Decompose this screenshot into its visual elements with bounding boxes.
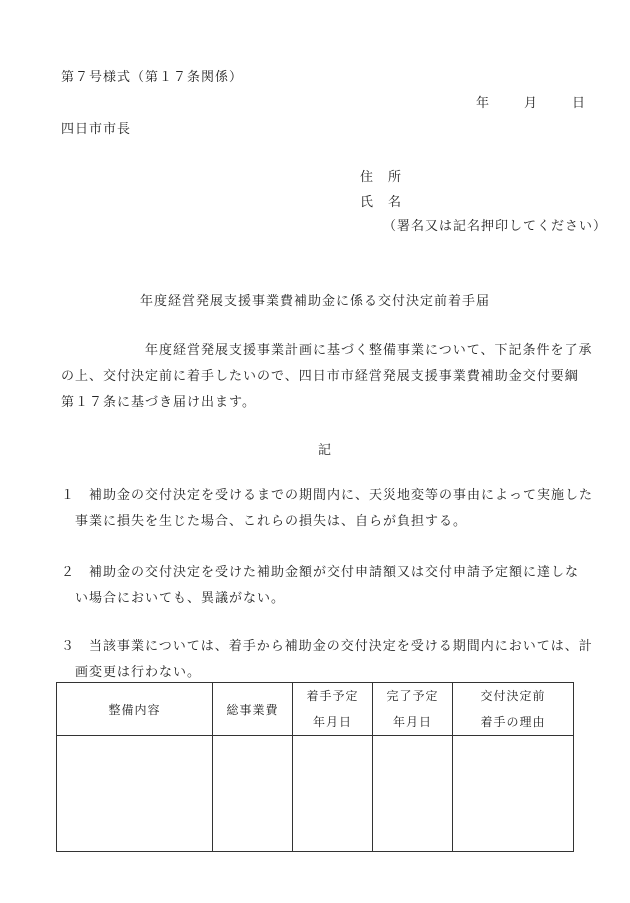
header-cell-total-cost: 総事業費 (213, 683, 293, 736)
form-number: 第７号様式（第１７条関係） (61, 70, 244, 85)
cell-content[interactable] (57, 736, 213, 852)
condition-line: ３ 当該事業については、着手から補助金の交付決定を受ける期間内においては、計 (61, 639, 593, 654)
condition-line: ２ 補助金の交付決定を受けた補助金額が交付申請額又は交付申請予定額に達しな (61, 565, 580, 580)
cell-end-date[interactable] (373, 736, 453, 852)
condition-line: 画変更は行わない。 (61, 665, 202, 680)
date-month: 月 (523, 96, 538, 111)
date-day: 日 (571, 96, 586, 111)
project-table (56, 682, 574, 852)
name-label: 氏 名 (360, 195, 403, 210)
condition-line: い場合においても、異議がない。 (61, 591, 286, 606)
body-line: 第１７条に基づき届け出ます。 (61, 395, 256, 410)
cell-reason[interactable] (453, 736, 574, 852)
table-header-row (57, 683, 574, 736)
address-label: 住 所 (360, 170, 403, 185)
body-paragraph (61, 338, 596, 416)
cell-start-date[interactable] (293, 736, 373, 852)
table-row (57, 736, 574, 852)
document-title: 年度経営発展支援事業費補助金に係る交付決定前着手届 (139, 294, 490, 309)
condition-line: 事業に損失を生じた場合、これらの損失は、自らが負担する。 (61, 514, 468, 529)
condition-line: １ 補助金の交付決定を受けるまでの期間内に、天災地変等の事由によって実施した (61, 488, 594, 503)
condition-3 (61, 634, 601, 686)
condition-2 (61, 560, 601, 612)
header-cell-content: 整備内容 (57, 683, 213, 736)
header-cell-end-date: 完了予定 年月日 (373, 683, 453, 736)
date-line (476, 92, 586, 111)
signature-note: （署名又は記名押印してください） (383, 219, 608, 234)
body-line: の上、交付決定前に着手したいので、四日市市経営発展支援事業費補助金交付要綱 (61, 369, 579, 384)
header-cell-reason: 交付決定前 着手の理由 (453, 683, 574, 736)
addressee: 四日市市長 (61, 122, 132, 137)
cell-total-cost[interactable] (213, 736, 293, 852)
ki-heading: 記 (317, 443, 332, 458)
body-line: 年度経営発展支援事業計画に基づく整備事業について、下記条件を了承 (61, 343, 593, 358)
condition-1 (61, 483, 601, 535)
date-year: 年 (475, 96, 490, 111)
header-cell-start-date: 着手予定 年月日 (293, 683, 373, 736)
